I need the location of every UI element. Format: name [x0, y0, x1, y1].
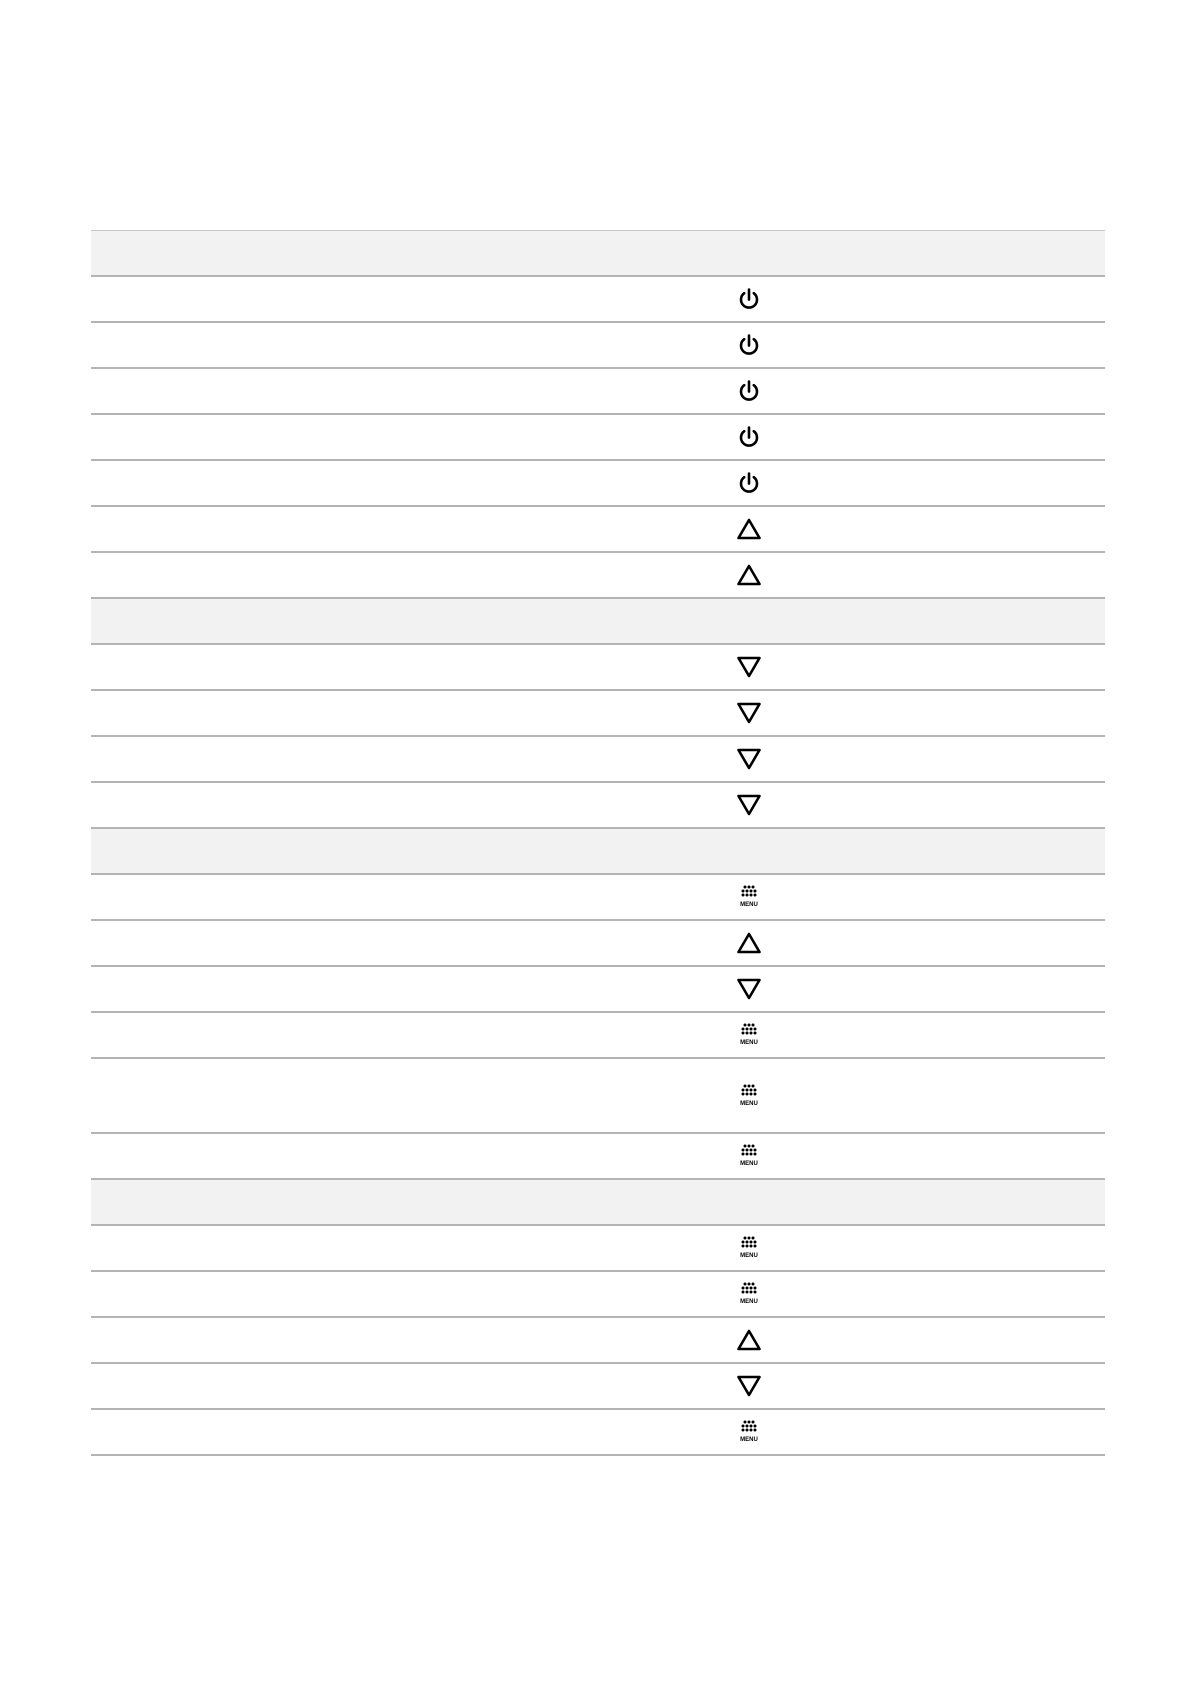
row-label — [99, 1059, 599, 1132]
table-row — [91, 1226, 1105, 1272]
row-label — [99, 645, 599, 689]
triangle-down-icon — [735, 791, 763, 819]
menu-icon-text: MENU — [740, 1161, 758, 1167]
row-label — [99, 461, 599, 505]
power-icon — [735, 423, 763, 451]
triangle-down-icon — [735, 699, 763, 727]
triangle-down-icon — [735, 1372, 763, 1400]
row-label — [99, 1410, 599, 1454]
table-row — [91, 1410, 1105, 1456]
section-title — [99, 829, 599, 873]
menu-icon — [735, 883, 763, 911]
row-label — [99, 967, 599, 1011]
row-label — [99, 323, 599, 367]
row-label — [99, 277, 599, 321]
power-icon — [735, 469, 763, 497]
triangle-up-icon — [735, 929, 763, 957]
table-row — [91, 1318, 1105, 1364]
table-row — [91, 875, 1105, 921]
section-title — [99, 1180, 599, 1224]
menu-icon — [735, 1021, 763, 1049]
row-label — [99, 1226, 599, 1270]
table-row — [91, 461, 1105, 507]
menu-icon-text: MENU — [740, 1437, 758, 1443]
section-header-row — [91, 829, 1105, 875]
power-icon — [735, 377, 763, 405]
row-label — [99, 1364, 599, 1408]
row-label — [99, 507, 599, 551]
row-label — [99, 783, 599, 827]
table-row — [91, 277, 1105, 323]
table-row — [91, 323, 1105, 369]
table-row — [91, 1059, 1105, 1134]
menu-icon-text: MENU — [740, 1299, 758, 1305]
row-label — [99, 553, 599, 597]
section-title — [99, 231, 599, 275]
power-icon — [735, 285, 763, 313]
row-label — [99, 369, 599, 413]
triangle-up-icon — [735, 515, 763, 543]
power-icon — [735, 331, 763, 359]
row-label — [99, 1134, 599, 1178]
triangle-up-icon — [735, 1326, 763, 1354]
row-label — [99, 737, 599, 781]
row-label — [99, 875, 599, 919]
row-label — [99, 1272, 599, 1316]
table-row — [91, 783, 1105, 829]
table-row — [91, 967, 1105, 1013]
table-row — [91, 553, 1105, 599]
table-row — [91, 507, 1105, 553]
table-row — [91, 415, 1105, 461]
row-label — [99, 921, 599, 965]
section-title — [99, 599, 599, 643]
menu-icon — [735, 1280, 763, 1308]
row-label — [99, 691, 599, 735]
table-row — [91, 1013, 1105, 1059]
table-row — [91, 369, 1105, 415]
triangle-down-icon — [735, 653, 763, 681]
section-header-row — [91, 231, 1105, 277]
table-row — [91, 1272, 1105, 1318]
section-header-row — [91, 599, 1105, 645]
menu-icon-text: MENU — [740, 1253, 758, 1259]
table-row — [91, 691, 1105, 737]
menu-icon-text: MENU — [740, 1040, 758, 1046]
table-row — [91, 645, 1105, 691]
triangle-up-icon — [735, 561, 763, 589]
table-row — [91, 921, 1105, 967]
menu-icon-text: MENU — [740, 1100, 758, 1107]
menu-icon — [735, 1418, 763, 1446]
menu-icon — [735, 1082, 763, 1110]
row-label — [99, 1013, 599, 1057]
row-label — [99, 415, 599, 459]
menu-icon — [735, 1234, 763, 1262]
table-row — [91, 1364, 1105, 1410]
triangle-down-icon — [735, 975, 763, 1003]
triangle-down-icon — [735, 745, 763, 773]
menu-icon-text: MENU — [740, 902, 758, 908]
menu-icon — [735, 1142, 763, 1170]
settings-table — [91, 230, 1105, 1456]
table-row — [91, 1134, 1105, 1180]
row-label — [99, 1318, 599, 1362]
table-row — [91, 737, 1105, 783]
section-header-row — [91, 1180, 1105, 1226]
